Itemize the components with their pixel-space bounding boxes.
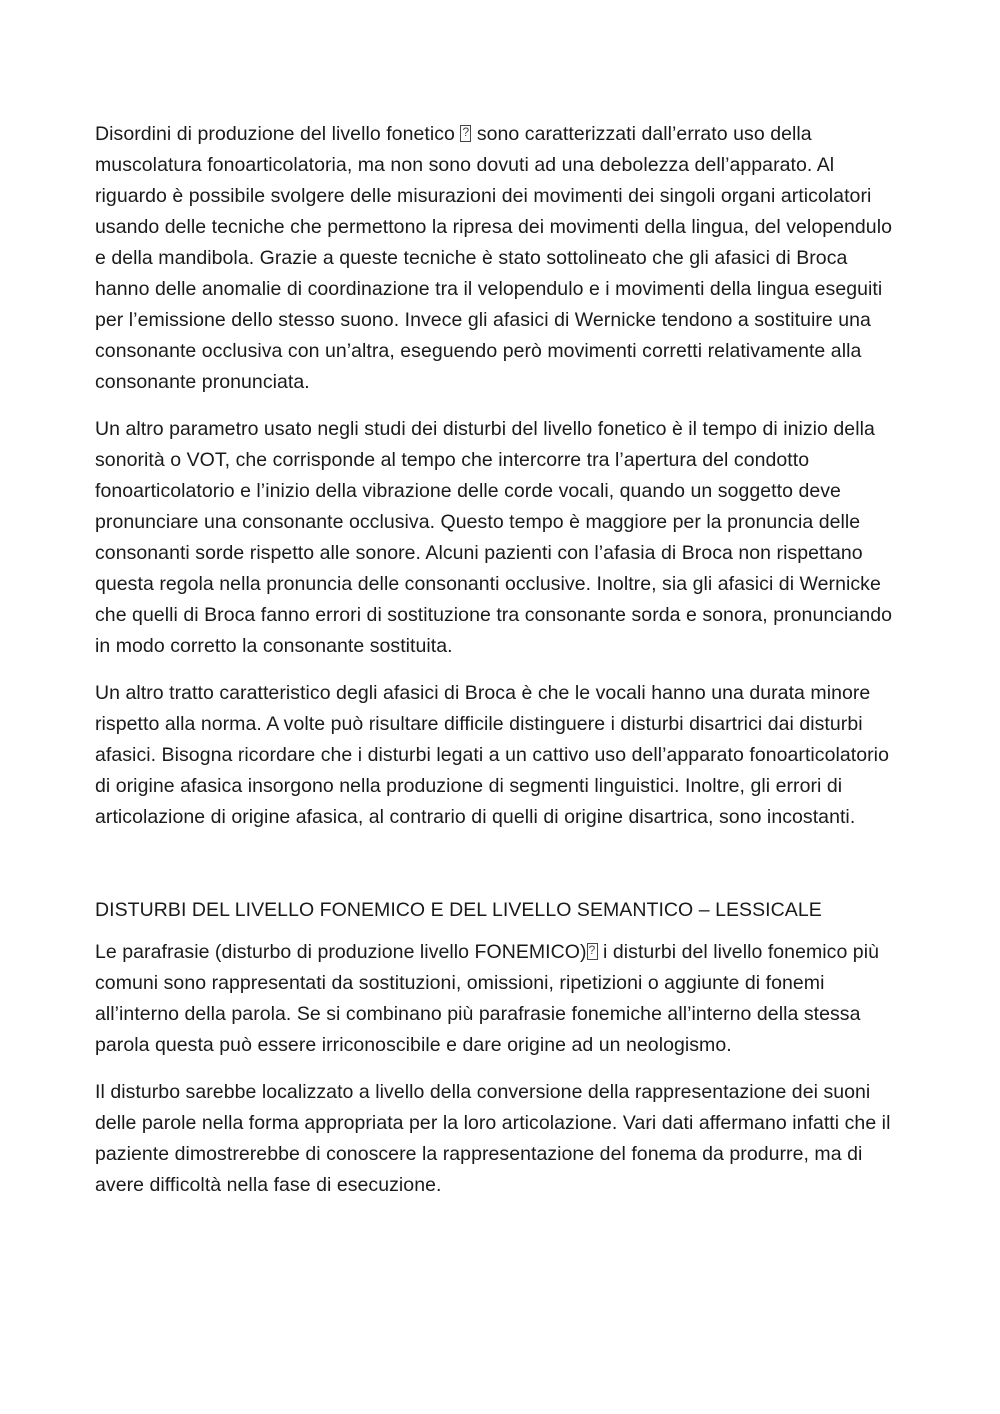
paragraph-text: i disturbi del livello fonemico più comuni sono rappresentati da sostituzioni, omissioni, ripetizioni o aggiunte di fonemi all’interno della parola. Se si combinano più parafrasie fonemiche all’interno della stessa parola questa può essere irriconoscibile e dare origine ad un neologismo. (95, 941, 879, 1056)
paragraph-phonetic-disorders (95, 119, 907, 398)
paragraph-text: Le parafrasie (disturbo di produzione livello FONEMICO) (95, 941, 587, 963)
document-body (95, 119, 907, 1217)
section-heading: DISTURBI DEL LIVELLO FONEMICO E DEL LIVELLO SEMANTICO – LESSICALE (95, 899, 822, 921)
paragraph-text: sono caratterizzati dall’errato uso della muscolatura fonoarticolatoria, ma non sono dovuti ad una debolezza dell’apparato. Al riguardo è possibile svolgere delle misurazioni dei movimenti dei singoli organi articolatori usando delle tecniche che permettono la ripresa dei movimenti della lingua, del velopendulo e della mandibola. Grazie a queste tecniche è stato sottolineato che gli afasici di Broca hanno delle anomalie di coordinazione tra il velopendulo e i movimenti della lingua eseguiti per l’emissione dello stesso suono. Invece gli afasici di Wernicke tendono a sostituire una consonante occlusiva con un’altra, eseguendo però movimenti corretti relativamente alla consonante pronunciata. (95, 123, 892, 393)
paragraph-broca-vowels: Un altro tratto caratteristico degli afasici di Broca è che le vocali hanno una durata minore rispetto alla norma. A volte può risultare difficile distinguere i disturbi disartrici dai disturbi afasici. Bisogna ricordare che i disturbi legati a un cattivo uso dell’apparato fonoarticolatorio di origine afasica insorgono nella produzione di segmenti linguistici. Inoltre, gli errori di articolazione di origine afasica, al contrario di quelli di origine disartrica, sono incostanti. (95, 682, 889, 828)
missing-glyph-icon (460, 125, 471, 142)
paragraph-localization: Il disturbo sarebbe localizzato a livello della conversione della rappresentazione dei suoni delle parole nella forma appropriata per la loro articolazione. Vari dati affermano infatti che il paziente dimostrerebbe di conoscere la rappresentazione del fonema da produrre, ma di avere difficoltà nella fase di esecuzione. (95, 1081, 891, 1196)
paragraph-text: Disordini di produzione del livello fonetico (95, 123, 455, 145)
paragraph-vot: Un altro parametro usato negli studi dei disturbi del livello fonetico è il tempo di inizio della sonorità o VOT, che corrisponde al tempo che intercorre tra l’apertura del condotto fonoarticolatorio e l’inizio della vibrazione delle corde vocali, quando un soggetto deve pronunciare una consonante occlusiva. Questo tempo è maggiore per la pronuncia delle consonanti sorde rispetto alle sonore. Alcuni pazienti con l’afasia di Broca non rispettano questa regola nella pronuncia delle consonanti occlusive. Inoltre, sia gli afasici di Wernicke che quelli di Broca fanno errori di sostituzione tra consonante sorda e sonora, pronunciando in modo corretto la consonante sostituita. (95, 418, 893, 657)
paragraph-paraphasias (95, 937, 907, 1061)
missing-glyph-icon (587, 943, 598, 960)
